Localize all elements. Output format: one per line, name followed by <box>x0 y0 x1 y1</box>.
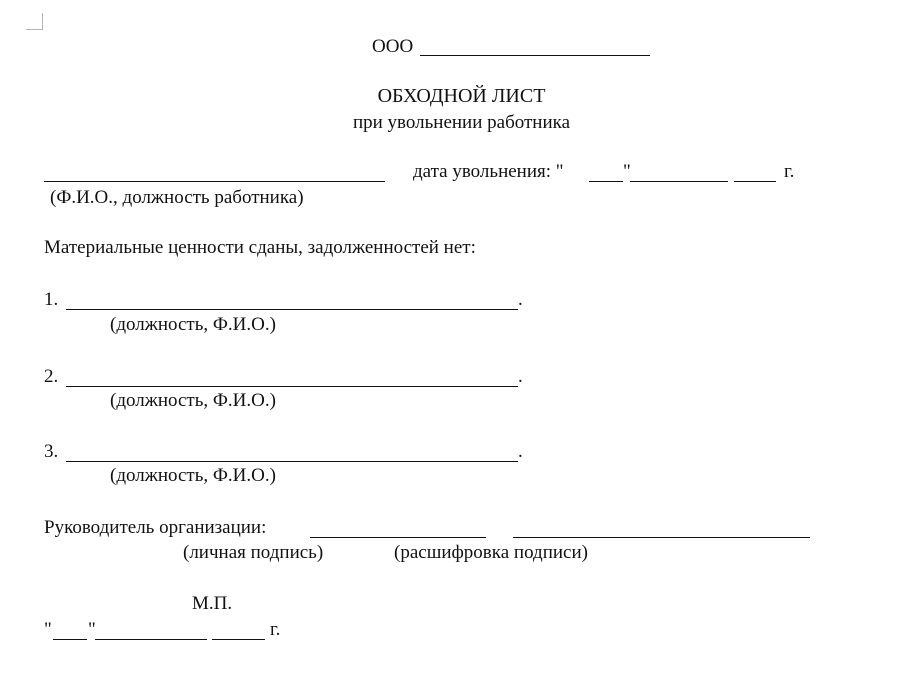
footer-month-blank[interactable] <box>95 639 207 640</box>
date-year-blank[interactable] <box>734 181 776 182</box>
signatory-blank[interactable] <box>66 386 518 387</box>
signatory-blank[interactable] <box>66 461 518 462</box>
statement-text: Материальные ценности сданы, задолженностей нет: <box>44 237 476 258</box>
employee-name-blank[interactable] <box>44 181 385 182</box>
signatory-caption: (должность, Ф.И.О.) <box>110 390 276 411</box>
signatory-end-dot: . <box>518 441 523 462</box>
document-subtitle: при увольнении работника <box>352 112 571 133</box>
signature-caption: (личная подпись) <box>183 542 324 563</box>
signatory-blank[interactable] <box>66 309 518 310</box>
document-title: ОБХОДНОЙ ЛИСТ <box>377 85 546 107</box>
signatory-number: 3. <box>44 441 59 462</box>
org-name-blank[interactable] <box>420 55 650 56</box>
signatory-caption: (должность, Ф.И.О.) <box>110 314 276 335</box>
dismissal-date-label: дата увольнения: " <box>413 161 564 182</box>
date-quote-close: " <box>623 161 631 182</box>
employee-caption: (Ф.И.О., должность работника) <box>50 187 304 208</box>
signatory-end-dot: . <box>518 366 523 387</box>
date-month-blank[interactable] <box>630 181 728 182</box>
date-day-blank[interactable] <box>589 181 623 182</box>
director-label: Руководитель организации: <box>44 517 267 538</box>
signatory-number: 2. <box>44 366 59 387</box>
footer-day-blank[interactable] <box>53 639 87 640</box>
footer-quote-open: " <box>44 619 52 640</box>
signatory-end-dot: . <box>518 289 523 310</box>
date-year-suffix: г. <box>784 161 795 182</box>
footer-year-blank[interactable] <box>212 639 265 640</box>
footer-quote-close: " <box>88 619 96 640</box>
org-prefix: ООО <box>372 36 414 57</box>
stamp-label: М.П. <box>192 593 233 614</box>
director-signature-blank[interactable] <box>310 537 486 538</box>
signatory-number: 1. <box>44 289 59 310</box>
signatory-caption: (должность, Ф.И.О.) <box>110 465 276 486</box>
page-corner-mark <box>26 13 43 30</box>
director-decoding-blank[interactable] <box>513 537 810 538</box>
decoding-caption: (расшифровка подписи) <box>394 542 588 563</box>
footer-year-suffix: г. <box>270 619 281 640</box>
